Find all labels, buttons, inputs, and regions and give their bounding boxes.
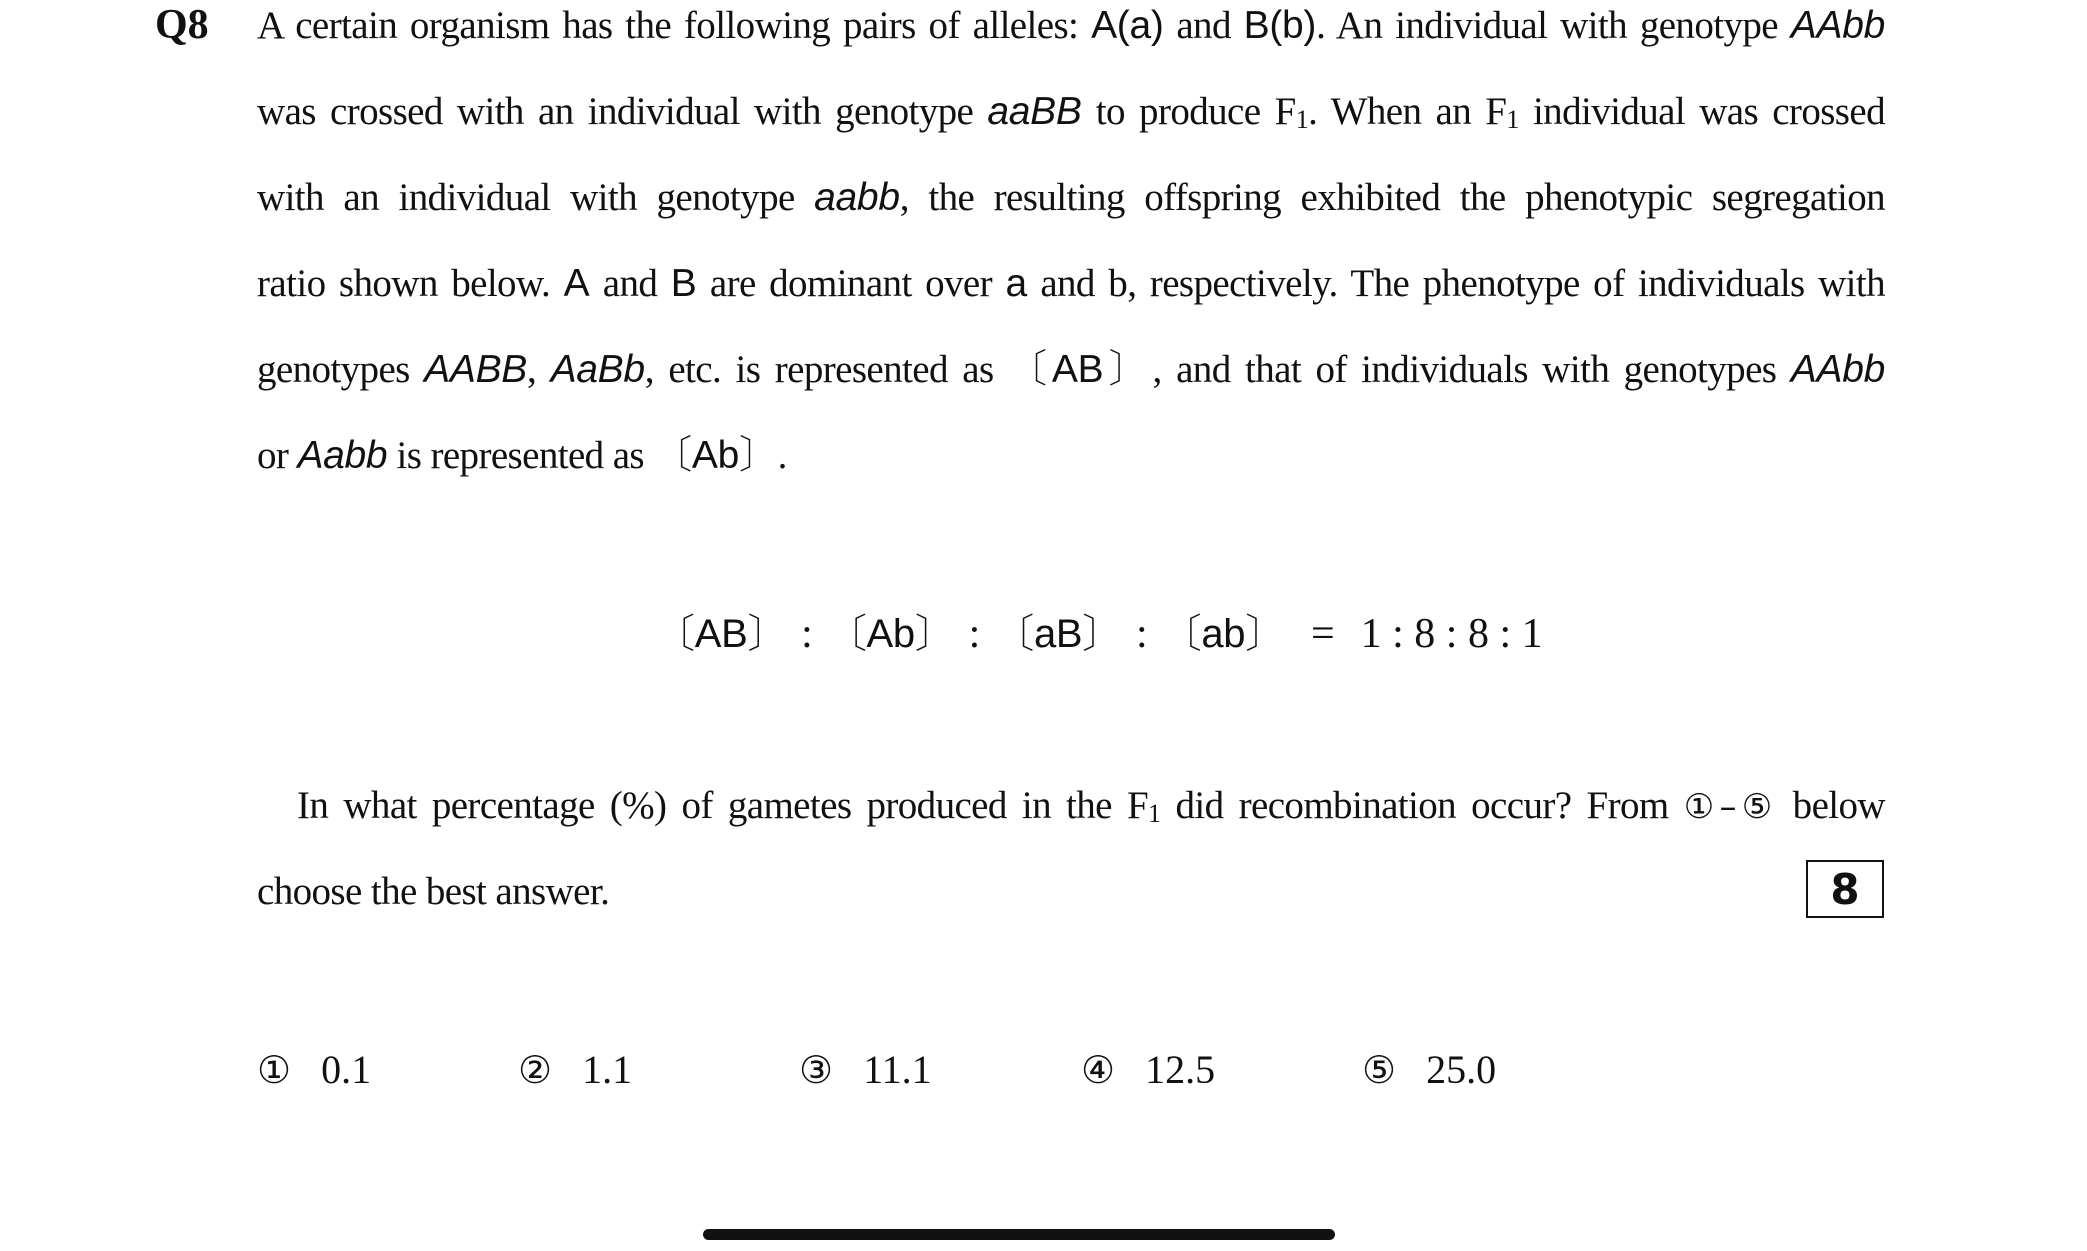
ratio-colon: : (801, 611, 813, 657)
phenotype-Ab: 〔Ab〕 (826, 612, 955, 656)
option-number: ② (518, 1048, 553, 1092)
segregation-ratio (655, 604, 1543, 664)
prompt-line-1: In what percentage (%) of gametes produced in the F1 did recombination occur? From ①–⑤ below (297, 784, 1885, 828)
phenotype-ab: 〔ab〕 (1161, 612, 1285, 656)
ratio-colon: : (968, 611, 981, 657)
home-indicator[interactable] (703, 1229, 1335, 1240)
option-number: ① (257, 1048, 292, 1092)
prompt-line-2: choose the best answer. (257, 870, 610, 913)
ratio-values: 1 : 8 : 8 : 1 (1360, 611, 1543, 657)
phenotype-aB: 〔aB〕 (994, 612, 1122, 656)
ratio-equals: = (1310, 611, 1335, 657)
answer-box[interactable]: 8 (1806, 860, 1884, 918)
option-1[interactable] (257, 1040, 371, 1100)
option-number: ③ (799, 1048, 834, 1092)
stem-line-6: or Aabb is represented as 〔Ab〕. (257, 434, 787, 477)
option-3[interactable] (799, 1040, 932, 1100)
question-number: Q8 (155, 2, 209, 48)
phenotype-AB: 〔AB〕 (655, 612, 788, 656)
option-value: 12.5 (1145, 1047, 1216, 1092)
option-value: 25.0 (1426, 1047, 1497, 1092)
option-number: ④ (1081, 1048, 1116, 1092)
stem-line-2: was crossed with an individual with genotype aaBB to produce F1. When an F1 individual was crossed (257, 90, 1885, 134)
option-value: 0.1 (321, 1047, 372, 1092)
option-4[interactable] (1081, 1040, 1215, 1100)
stem-line-4: ratio shown below. A and B are dominant over a and b, respectively. The phenotype of individuals with (257, 262, 1886, 305)
stem-line-5: genotypes AABB, AaBb, etc. is represented as 〔AB〕, and that of individuals with genotypes AAbb (257, 348, 1885, 391)
ratio-colon: : (1135, 611, 1148, 657)
option-value: 1.1 (582, 1047, 633, 1092)
stem-line-3: with an individual with genotype aabb, the resulting offspring exhibited the phenotypic segregation (257, 176, 1885, 219)
option-number: ⑤ (1362, 1048, 1397, 1092)
option-value: 11.1 (863, 1047, 932, 1092)
option-2[interactable] (518, 1040, 632, 1100)
option-5[interactable] (1362, 1040, 1496, 1100)
stem-line-1: A certain organism has the following pairs of alleles: A(a) and B(b). An individual with genotype AAbb (257, 4, 1885, 47)
